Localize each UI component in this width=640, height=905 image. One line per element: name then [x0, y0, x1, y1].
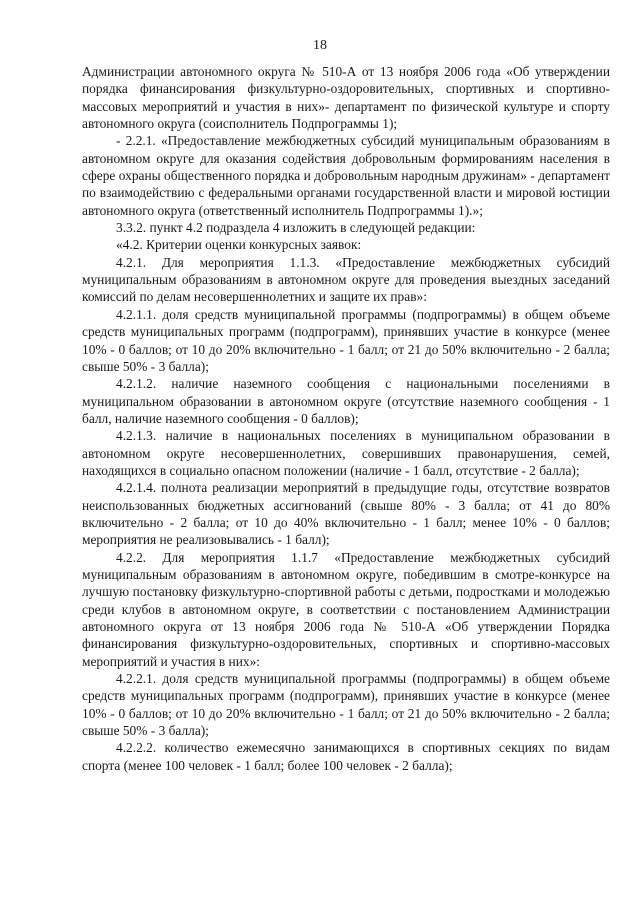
paragraph: 4.2.2.2. количество ежемесячно занимающихся в спортивных секциях по видам спорта (менее 100 человек - 1 балл; более 100 человек - 2 балла); [82, 740, 610, 773]
paragraph: 4.2.2. Для мероприятия 1.1.7 «Предоставление межбюджетных субсидий муниципальным образованиям в автономном округе, победившим в смотре-конкурсе на лучшую постановку физкультурно-спортивной работы с детьми, подростками и молодежью среди клубов в автономном округе, в соответствии с постановлением Администрации автономного округа от 13 ноября 2006 года № 510-А «Об утверждении Порядка финансирования физкультурно-оздоровительных, спортивных и спортивно-массовых мероприятий и участия в них»: [82, 549, 610, 669]
page-number: 18 [313, 38, 327, 53]
paragraph: 4.2.1.3. наличие в национальных поселениях в муниципальном образовании в автономном округе несовершеннолетних, совершивших правонарушения, семей, находящихся в социально опасном положении (наличие - 1 балл, отсутствие - 2 балла); [82, 428, 610, 478]
paragraph: «4.2. Критерии оценки конкурсных заявок: [116, 237, 362, 253]
paragraph: - 2.2.1. «Предоставление межбюджетных субсидий муниципальным образованиям в автономном округе для оказания содействия добровольным формированиям населения в сфере охраны общественного порядка и добровольным народным дружинам» - департамент по взаимодействию с федеральными органами государственной власти и мировой юстиции автономного округа (ответственный исполнитель Подпрограммы 1).»; [82, 133, 610, 218]
paragraph: 4.2.1. Для мероприятия 1.1.3. «Предоставление межбюджетных субсидий муниципальным образованиям в автономном округе для проведения выездных заседаний комиссий по делам несовершеннолетних и защите их прав»: [82, 254, 610, 305]
document-body [82, 63, 610, 774]
paragraph: 4.2.1.1. доля средств муниципальной программы (подпрограммы) в общем объеме средств муниципальных программ (подпрограмм), принявших участие в конкурсе (менее 10% - 0 баллов; от 10 до 20% включительно - 1 балл; от 21 до 50% включительно - 2 балла; свыше 50% - 3 балла); [82, 306, 610, 374]
paragraph: 3.3.2. пункт 4.2 подраздела 4 изложить в следующей редакции: [116, 220, 476, 236]
paragraph: 4.2.2.1. доля средств муниципальной программы (подпрограммы) в общем объеме средств муниципальных программ (подпрограмм), принявших участие в конкурсе (менее 10% - 0 баллов; от 10 до 20% включительно - 1 балл; от 21 до 50% включительно - 2 балла; свыше 50% - 3 балла); [82, 671, 610, 739]
paragraph: 4.2.1.4. полнота реализации мероприятий в предыдущие годы, отсутствие возвратов неиспользованных бюджетных ассигнований (свыше 80% - 3 балла; от 41 до 80% включительно - 2 балла; от 10 до 40% включительно - 1 балл; менее 10% - 0 баллов; мероприятия не реализовывались - 1 балл); [82, 480, 610, 548]
paragraph: Администрации автономного округа № 510-А от 13 ноября 2006 года «Об утверждении порядка финансирования физкультурно-оздоровительных, спортивных и спортивно-массовых мероприятий и участия в них»- департамент по физической культуре и спорту автономного округа (соисполнитель Подпрограммы 1); [82, 64, 610, 132]
paragraph: 4.2.1.2. наличие наземного сообщения с национальными поселениями в муниципальном образовании в автономном округе (отсутствие наземного сообщения - 1 балл, наличие наземного сообщения - 0 баллов); [82, 376, 610, 426]
